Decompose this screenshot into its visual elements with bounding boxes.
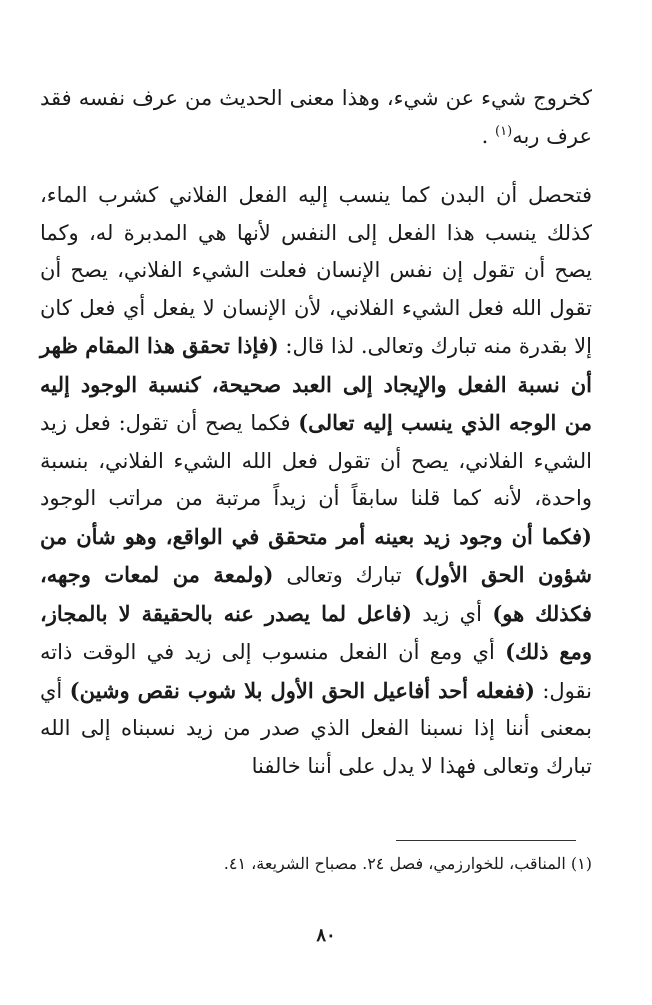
page-number: ٨٠	[316, 925, 336, 946]
quoted-bold-4: (فاعل لما يصدر عنه بالحقيقة لا بالمجاز، ومع ذلك)	[40, 600, 592, 664]
footnote-divider	[396, 840, 576, 841]
paragraph-1-text: كخروج شيء عن شيء، وهذا معنى الحديث من عرف نفسه فقد عرف ربه	[40, 86, 592, 148]
quoted-bold-5: (ففعله أحد أفاعيل الحق الأول بلا شوب نقص وشين)	[69, 677, 535, 703]
quoted-bold-2: (فكما أن وجود زيد بعينه أمر متحقق في الواقع، وهو شأن من شؤون الحق الأول)	[40, 523, 592, 587]
paragraph-continuation	[40, 80, 592, 155]
footnote: (١) المناقب، للخوارزمي، فصل ٢٤. مصباح الشريعة، ٤١.	[223, 854, 592, 873]
quoted-bold-3: (ولمعة من لمعات وجهه، فكذلك هو)	[40, 562, 592, 626]
text-run-5: أي ومع أن الفعل منسوب إلى زيد في الوقت ذاته نقول:	[40, 640, 592, 703]
text-run-4: أي زيد	[422, 601, 482, 626]
text-run-2: فكما يصح أن تقول: فعل زيد الشيء الفلاني، يصح أن تقول فعل الله الشيء الفلاني، بنسبة واحدة، لأنه كما قلنا سابقاً أن زيداً مرتبة من مراتب الوجود	[40, 411, 592, 510]
quoted-bold-1: (فإذا تحقق هذا المقام ظهر أن نسبة الفعل والإيجاد إلى العبد صحيحة، كنسبة الوجود إليه من الوجه الذي ينسب إليه تعالى)	[40, 333, 592, 435]
paragraph-main	[40, 177, 592, 785]
footnote-reference: (١)	[495, 123, 513, 139]
text-run-6: أي بمعنى أننا إذا نسبنا الفعل الذي صدر من زيد نسبناه إلى الله تبارك وتعالى فهذا لا يدل على أننا خالفنا	[40, 678, 592, 778]
paragraph-1-end: .	[481, 123, 489, 148]
text-run-1: فتحصل أن البدن كما ينسب إليه الفعل الفلاني كشرب الماء، كذلك ينسب هذا الفعل إلى النفس لأنها هي المدبرة له، وكما يصح أن تقول إن نفس الإنسان فعلت الشيء الفلاني، يصح أن تقول الله فعل الشيء الفلاني، لأن الإنسان لا يفعل أي فعل كان إلا بقدرة منه تبارك وتعالى. لذا قال:	[40, 183, 592, 358]
text-run-3: تبارك وتعالى	[286, 563, 402, 587]
